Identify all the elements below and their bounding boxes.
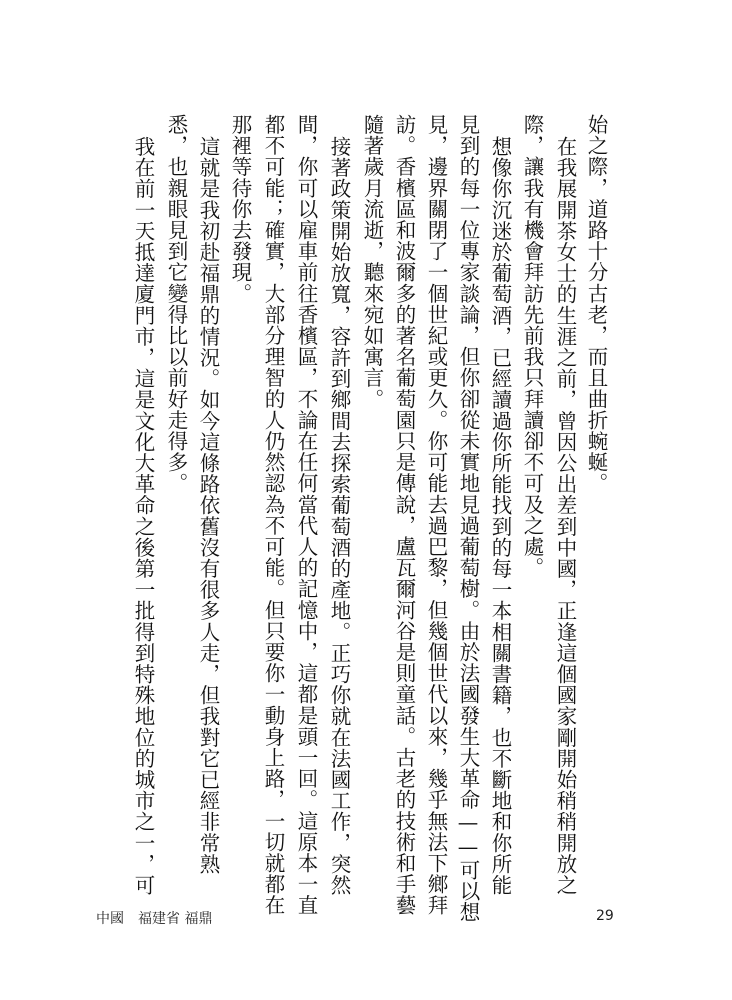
text-column: 際，讓我有機會拜訪先前我只拜讀卻不可及之處。 (520, 114, 544, 579)
text-column: 見到的每一位專家談論，但你卻從未實地見過葡萄樹。由於法國發生大革命——可以想 (456, 114, 480, 923)
text-column: 訪。香檳區和波爾多的著名葡萄園只是傳說，盧瓦爾河谷是則童話。古老的技術和手藝 (392, 114, 416, 916)
text-column: 這就是我初赴福鼎的情況。如今這條路依舊沒有很多人走，但我對它已經非常熟 (196, 136, 220, 875)
text-column: 想像你沉迷於葡萄酒，已經讀過你所能找到的每一本相關書籍，也不斷地和你所能 (488, 136, 512, 896)
text-column: 我在前一天抵達廈門市，這是文化大革命之後第一批得到特殊地位的城市之一，可 (131, 136, 155, 896)
text-column: 間，你可以雇車前往香檳區，不論在任何當代人的記憶中，這都是頭一回。這原本一直 (294, 114, 318, 916)
text-column: 都不可能；確實，大部分理智的人仍然認為不可能。但只要你一動身上路，一切就都在 (261, 114, 285, 916)
text-column: 接著政策開始放寬，容許到鄉間去探索葡萄酒的產地。正巧你就在法國工作，突然 (327, 136, 351, 896)
text-column: 那裡等待你去發現。 (228, 114, 252, 304)
text-column: 見，邊界關閉了一個世紀或更久。你可能去過巴黎，但幾個世代以來，幾乎無法下鄉拜 (424, 114, 448, 916)
text-column: 悉，也親眼見到它變得比以前好走得多。 (164, 114, 188, 494)
text-column: 在我展開茶女士的生涯之前，曾因公出差到中國，正逢這個國家剛開始稍稍開放之 (553, 136, 577, 896)
text-column: 隨著歲月流逝，聽來宛如寓言。 (360, 114, 384, 410)
text-column: 始之際，道路十分古老，而且曲折蜿蜒。 (584, 114, 608, 494)
running-head: 中國 福建省 福鼎 (96, 911, 213, 927)
page-number: 29 (596, 908, 614, 924)
